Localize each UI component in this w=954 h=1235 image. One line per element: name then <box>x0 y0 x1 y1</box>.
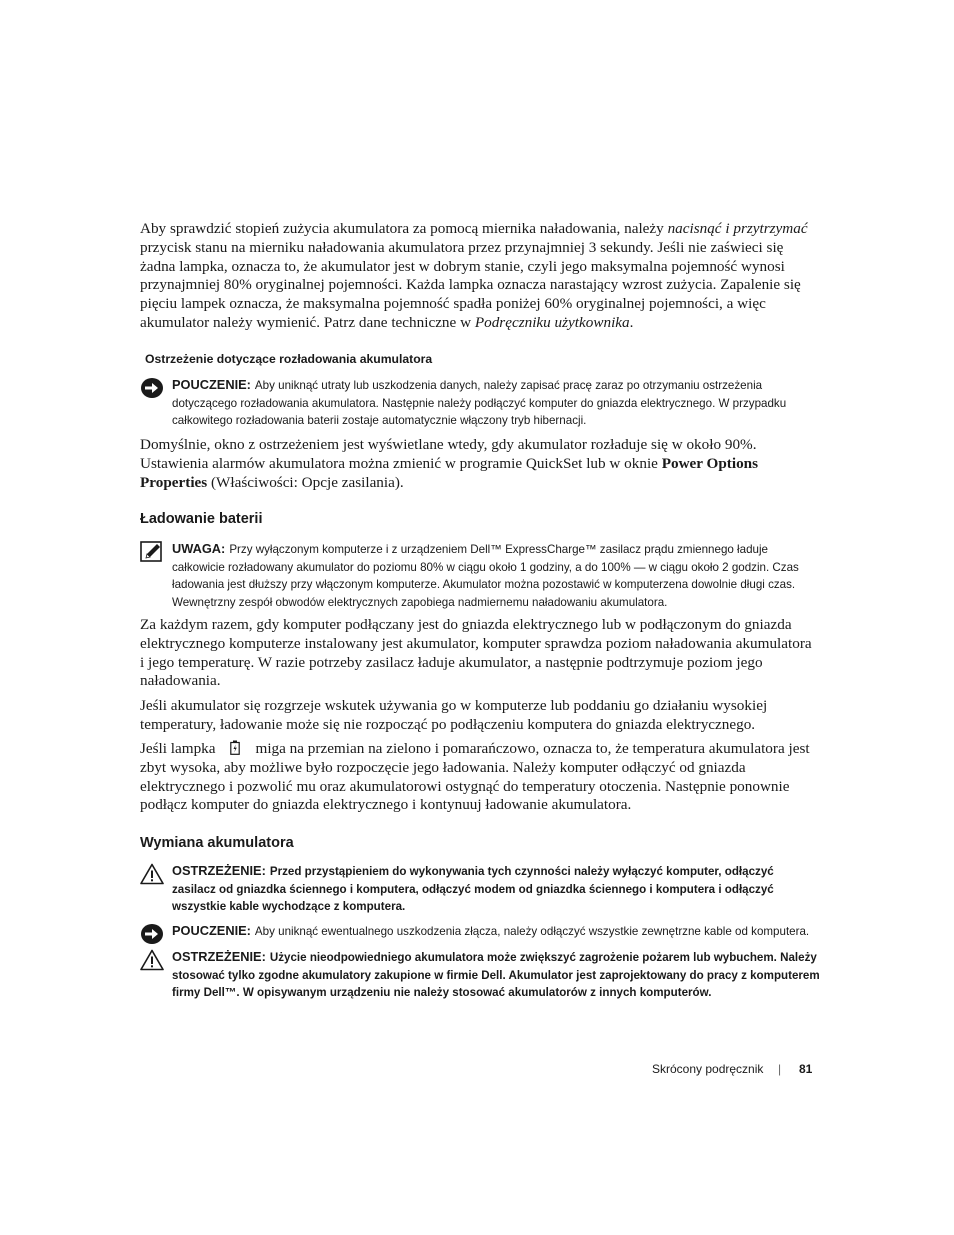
paragraph-text: (Właściwości: Opcje zasilania). <box>207 473 404 491</box>
battery-icon <box>230 740 240 755</box>
replacement-notice <box>140 922 820 941</box>
warning-label: OSTRZEŻENIE: <box>172 863 266 878</box>
charging-heading: Ładowanie baterii <box>140 511 263 527</box>
warning-triangle-icon <box>140 863 164 885</box>
notice-arrow-icon <box>140 377 164 399</box>
charging-paragraph-3 <box>140 740 816 815</box>
intro-emphasis: nacisnąć i przytrzymać <box>667 220 808 237</box>
intro-text: Aby sprawdzić stopień zużycia akumulatora za pomocą miernika naładowania, należy <box>140 220 668 237</box>
low-battery-heading: Ostrzeżenie dotyczące rozładowania akumulatora <box>145 352 433 366</box>
warning-label: OSTRZEŻENIE: <box>172 949 266 964</box>
warning-triangle-icon <box>140 949 164 971</box>
replacement-warning-2 <box>140 948 820 1002</box>
pencil-note-icon <box>140 541 164 563</box>
charging-note <box>140 540 820 611</box>
note-label: UWAGA: <box>172 541 226 556</box>
user-guide-reference: Podręczniku użytkownika <box>474 313 630 331</box>
paragraph-text: Domyślnie, okno z ostrzeżeniem jest wyświetlane wtedy, gdy akumulator rozładuje się w około 90%. Ustawienia alarmów akumulatora można zmienić w programie QuickSet lub w oknie <box>140 436 757 472</box>
intro-text: przycisk stanu na mierniku naładowania akumulatora przez przynajmniej 3 sekundy. Jeśli nie zaświeci się żadna lampka, oznacza to, że akumulator jest w dobrym stanie, czyli jego maksymalna pojemność wynosi przynajmniej 80% oryginalnej pojemności. Każda lampka oznacza narastający wzrost zużycia. Zapalenie się pięciu lampek oznacza, że maksymalna pojemność spadła poniżej 60% oryginalnej pojemności, a więc akumulator należy wymienić. Patrz dane techniczne w <box>140 238 801 331</box>
page-number: 81 <box>799 1062 813 1076</box>
notice-text: Aby uniknąć utraty lub uszkodzenia danych, należy zapisać pracę zaraz po otrzymaniu ostrzeżenia dotyczącego rozładowania akumulatora. Następnie należy podłączyć komputer do gniazda elektrycznego. W przypadku całkowitego rozładowania baterii zostaje automatycznie włączony tryb hibernacji. <box>172 379 787 427</box>
paragraph-text: Jeśli lampka <box>140 740 216 757</box>
replacement-warning-1 <box>140 862 820 916</box>
warning-text: Przed przystąpieniem do wykonywania tych czynności należy wyłączyć komputer, odłączyć zasilacz od gniazdka ściennego i komputera, odłączyć modem od gniazdka ściennego i komputera i odłączyć wszystkie kable wychodzące z komputera. <box>172 865 774 913</box>
paragraph-text: miga na przemian na zielono i pomarańczowo, oznacza to, że temperatura akumulatora jest zbyt wysoka, aby możliwe było rozpoczęcie jego ładowania. Należy komputer odłączyć od gniazda elektrycznego i pozwolić mu oraz akumulatorowi ostygnąć do temperatury otoczenia. Następnie ponownie podłącz komputer do gniazda elektrycznego i kontynuuj ładowanie akumulatora. <box>140 740 810 814</box>
power-options-name: Power Options Properties <box>140 454 759 491</box>
low-battery-paragraph <box>140 436 816 492</box>
footer-separator: | <box>778 1062 782 1076</box>
replacement-heading: Wymiana akumulatora <box>140 835 294 851</box>
intro-text: . <box>629 313 634 331</box>
footer-title: Skrócony podręcznik <box>652 1062 764 1076</box>
notice-text: Aby uniknąć ewentualnego uszkodzenia złącza, należy odłączyć wszystkie zewnętrzne kable od komputera. <box>254 925 810 938</box>
low-battery-notice <box>140 376 820 430</box>
notice-label: POUCZENIE: <box>172 923 251 938</box>
notice-label: POUCZENIE: <box>172 377 251 392</box>
warning-text: Użycie nieodpowiedniego akumulatora może zwiększyć zagrożenie pożarem lub wybuchem. Należy stosować tylko zgodne akumulatory zakupione w firmie Dell. Akumulator jest zaprojektowany do pracy z komputerem firmy Dell™. W opisywanym urządzeniu nie należy stosować akumulatorów z innych komputerów. <box>172 951 820 999</box>
notice-arrow-icon <box>140 923 164 945</box>
note-text: Przy wyłączonym komputerze i z urządzeniem Dell™ ExpressCharge™ zasilacz prądu zmiennego ładuje całkowicie rozładowany akumulator do poziomu 80% w ciągu około 1 godziny, a do 100% — w ciągu około 2 godzin. Czas ładowania jest dłuższy przy włączonym komputerze. Akumulator można pozostawić w komputerzena dowolnie długi czas. Wewnętrzny zespół obwodów elektrycznych zapobiega nadmiernemu naładowaniu akumulatora. <box>172 543 799 609</box>
charging-paragraph-2: Jeśli akumulator się rozgrzeje wskutek używania go w komputerze lub poddaniu go działaniu wysokiej temperatury, ładowanie może się nie rozpocząć po podłączeniu komputera do gniazda elektrycznego. <box>140 697 768 733</box>
charging-paragraph-1: Za każdym razem, gdy komputer podłączany jest do gniazda elektrycznego lub w podłączonym do gniazda elektrycznego komputerze instalowany jest akumulator, komputer sprawdza poziom naładowania akumulatora i jego temperaturę. W razie potrzeby zasilacz ładuje akumulator, a następnie podtrzymuje poziom jego naładowania. <box>140 616 812 690</box>
intro-paragraph <box>140 220 816 333</box>
